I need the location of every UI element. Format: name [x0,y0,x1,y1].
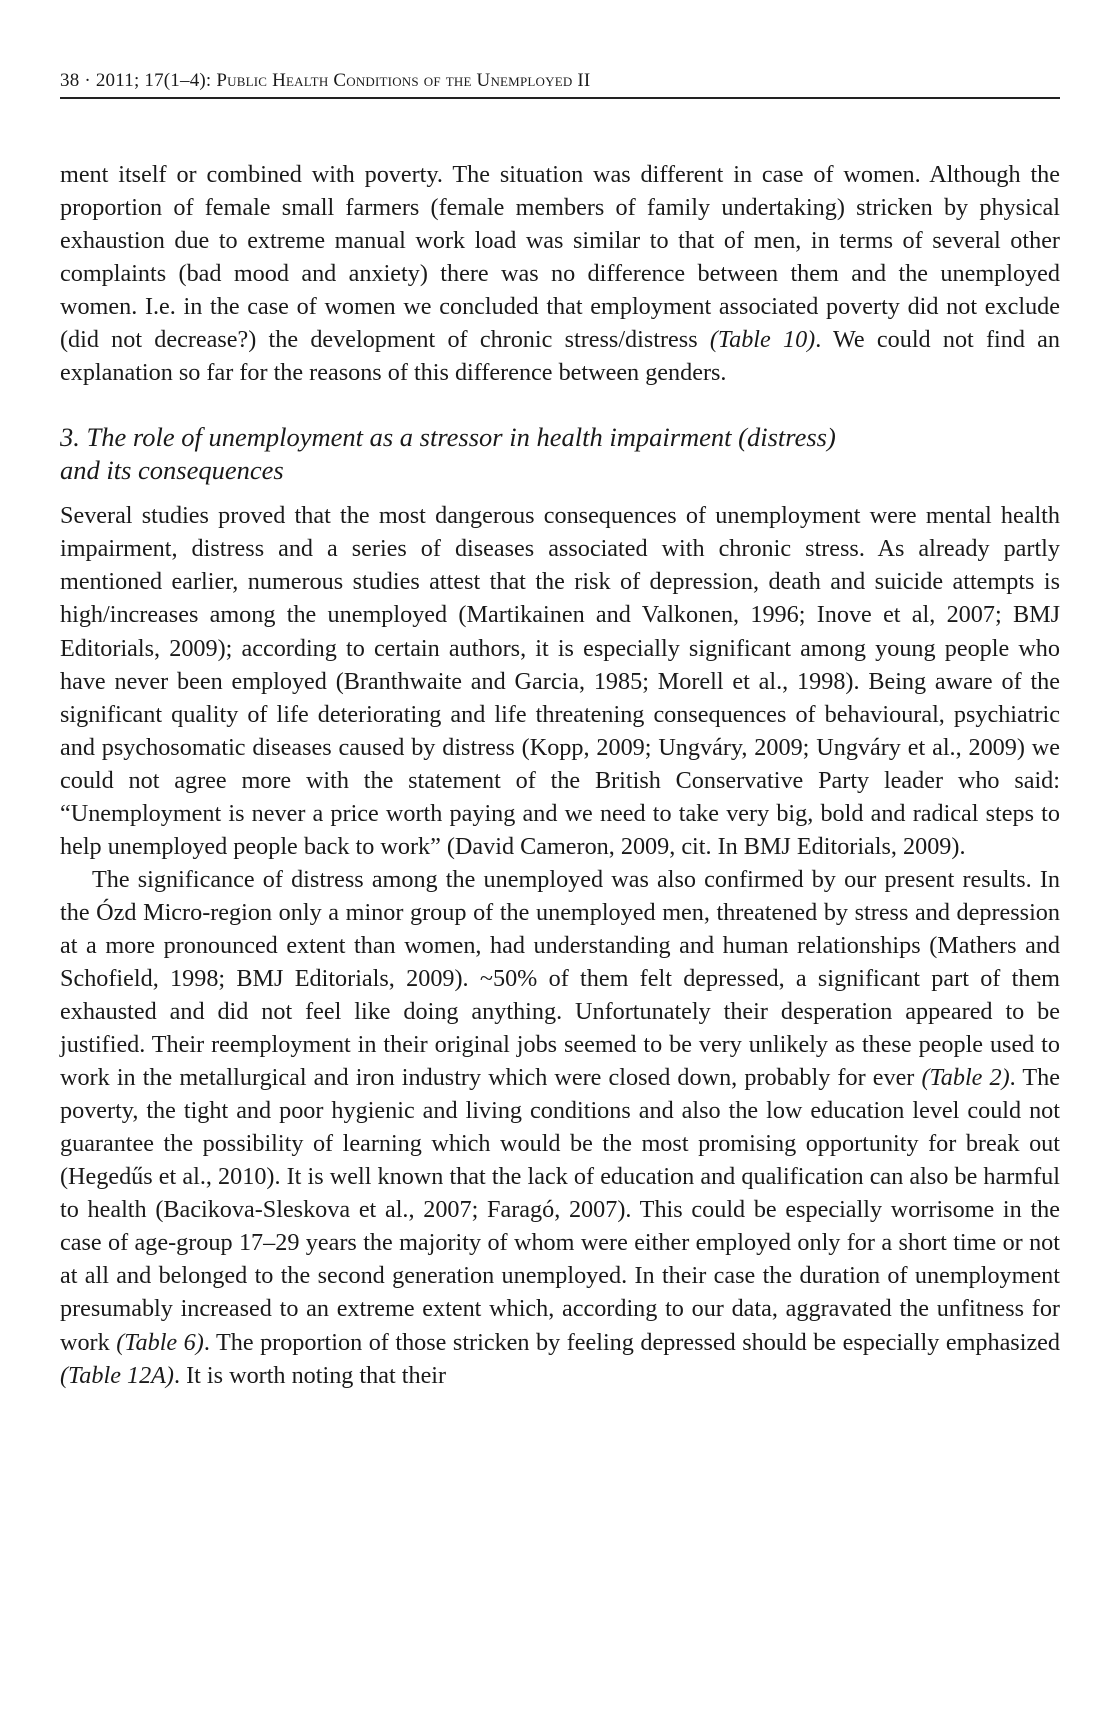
paragraph-3 [60,863,1060,1392]
table-reference: (Table 10) [709,326,816,354]
header-rule [60,97,1060,99]
table-reference: (Table 12A) [60,1361,174,1389]
paragraph-3-text-a: The significance of distress among the unemployed was also confirmed by our present results. In the Ózd Micro-region only a minor group of the unemployed men, threatened by stress and depression at a more pronounced extent than women, had understanding and human relationships (Mathers and Schofield, 1998; BMJ Editorials, 2009). ~50% of them felt depressed, a significant part of them exhausted and did not feel like doing anything. Unfortunately their desperation appeared to be justified. Their reemployment in their original jobs seemed to be very unlikely as these people used to work in the metallurgical and iron industry which were closed down, probably for ever [60,865,1060,1092]
journal-citation: 2011; 17(1–4): [95,70,212,91]
section-heading [60,421,1060,487]
paragraph-2 [60,499,1060,863]
section-heading-line-2: and its consequences [60,455,284,486]
table-reference: (Table 6) [116,1328,204,1356]
paragraph-2-text: Several studies proved that the most dangerous consequences of unemployment were mental health impairment, distress and a series of diseases associated with chronic stress. As already partly mentioned earlier, numerous studies attest that the risk of depression, death and suicide attempts is high/increases among the unemployed (Martikainen and Valkonen, 1996; Inove et al, 2007; BMJ Editorials, 2009); according to certain authors, it is especially significant among young people who have never been employed (Branthwaite and Garcia, 1985; Morell et al., 1998). Being aware of the significant quality of life deteriorating and life threatening consequences of behavioural, psychiatric and psychosomatic diseases caused by distress (Kopp, 2009; Ungváry, 2009; Ungváry et al., 2009) we could not agree more with the statement of the British Conservative Party leader who said: “Unemployment is never a price worth paying and we need to take very big, bold and radical steps to help unemployed people back to work” (David Cameron, 2009, cit. In BMJ Editorials, 2009). [60,502,1060,860]
article-body [60,158,1060,1392]
paragraph-3-text-b: . The poverty, the tight and poor hygienic and living conditions and also the low education level could not guarantee the possibility of learning which would be the most promising opportunity for break out (Hegedűs et al., 2010). It is well known that the lack of education and qualification can also be harmful to health (Bacikova-Sleskova et al., 2007; Faragó, 2007). This could be especially worrisome in the case of age-group 17–29 years the majority of whom were either employed only for a short time or not at all and belonged to the second generation unemployed. In their case the duration of unemployment presumably increased to an extreme extent which, according to our data, aggravated the unfitness for work [60,1064,1060,1356]
paragraph-3-text-d: . It is worth noting that their [174,1361,447,1389]
table-reference: (Table 2) [921,1064,1010,1092]
header-separator: · [84,70,91,91]
section-heading-line-1: 3. The role of unemployment as a stressor in health impairment (distress) [60,422,836,453]
paragraph-1-text-a: ment itself or combined with poverty. The situation was different in case of women. Although the proportion of female small farmers (female members of family undertaking) stricken by physical exhaustion due to extreme manual work load was similar to that of men, in terms of several other complaints (bad mood and anxiety) there was no difference between them and the unemployed women. I.e. in the case of women we concluded that employment associated poverty did not exclude (did not decrease?) the development of chronic stress/distress [60,161,1060,354]
paragraph-1-text-b: . We could not find an explanation so far for the reasons of this difference between genders. [60,326,1060,387]
running-head [60,70,1060,92]
page-number: 38 [60,70,80,91]
journal-title: Public Health Conditions of the Unemployed II [216,70,591,91]
paragraph-3-text-c: . The proportion of those stricken by feeling depressed should be especially emphasized [203,1328,1061,1356]
paragraph-1 [60,158,1060,389]
